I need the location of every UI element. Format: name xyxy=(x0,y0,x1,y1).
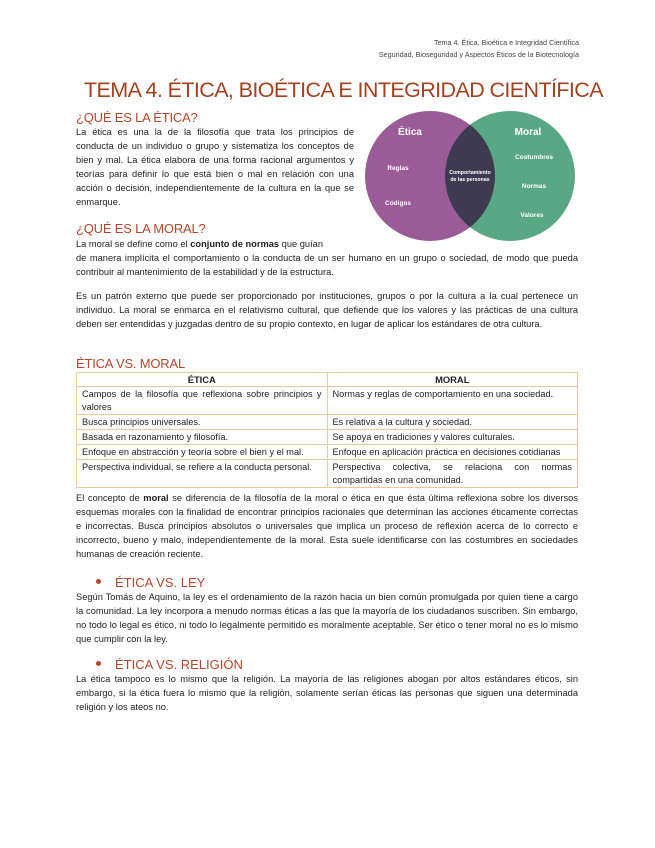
running-header-topic: Tema 4. Ética, Bioética e Integridad Científica xyxy=(433,38,579,47)
table-cell: Enfoque en aplicación práctica en decisiones cotidianas xyxy=(327,445,578,460)
table-cell: Normas y reglas de comportamiento en una sociedad. xyxy=(327,387,578,415)
venn-moral-item-costumbres: Costumbres xyxy=(515,154,553,161)
venn-etica-item-codigos: Códigos xyxy=(385,200,411,207)
paragraph-etica: La ética es una la de la filosofía que trata los principios de conducta de un individuo o grupo y sistematiza los conceptos de bien y mal. La ética elabora de una forma racional argumentos y teorías para definir lo que está bien o mal en relación con una acción o decisión, independientemente de la cultura en la que se enmarque. xyxy=(76,127,354,207)
table-cell: Campos de la filosofía que reflexiona sobre principios y valores xyxy=(77,387,328,415)
bold-conjunto-de-normas: conjunto de normas xyxy=(190,239,280,249)
table-row xyxy=(77,415,578,430)
paragraph-moral-concept: El concepto de moral se diferencia de la filosofía de la moral o ética en que ésta última reflexiona sobre los diversos esquemas morales con la finalidad de encontrar principios racionales que determinan las acciones éticamente correctas e incorrectas. Busca principios absolutos o universales que implica un proceso de reflexión acerca de lo correcto e incorrecto, bueno y malo, independientemente de la moral. Esta suele identificarse con las costumbres en sociedades humanas de creación reciente. xyxy=(76,493,578,559)
table-cell: Busca principios universales. xyxy=(77,415,328,430)
venn-moral-item-valores: Valores xyxy=(520,212,544,219)
table-row xyxy=(77,445,578,460)
table-cell: Se apoya en tradiciones y valores culturales. xyxy=(327,430,578,445)
paragraph-moral-first-line: La moral se define como el conjunto de normas que guían xyxy=(76,239,324,249)
paragraph-moral-2: Es un patrón externo que puede ser proporcionado por instituciones, grupos o por la cultura a la cual pertenece un individuo. La moral se enmarca en el relativismo cultural, que defiende que los valores y las prácticas de una cultura deben ser entendidas y juzgadas dentro de su propio contexto, en lugar de aplicar los estándares de otra cultura. xyxy=(76,291,578,329)
heading-etica-vs-religion: ÉTICA VS. RELIGIÓN xyxy=(96,657,243,672)
venn-moral-item-normas: Normas xyxy=(521,183,547,190)
table-cell: Perspectiva individual, se refiere a la conducta personal. xyxy=(77,460,328,488)
table-cell: Perspectiva colectiva, se relaciona con normas compartidas en una comunidad. xyxy=(327,460,578,488)
table-cell: Enfoque en abstracción y teoría sobre el bien y el mal. xyxy=(77,445,328,460)
paragraph-religion: La ética tampoco es lo mismo que la religión. La mayoría de las religiones abogan por altos estándares éticos, sin embargo, si la ética fuera lo mismo que la religión, solamente serían éticas las personas que siguen una determinada religión y los ateos no. xyxy=(76,674,578,712)
heading-etica-vs-moral: ÉTICA VS. MORAL xyxy=(76,356,185,371)
heading-que-es-moral: ¿QUÉ ES LA MORAL? xyxy=(76,221,206,236)
page-title: TEMA 4. ÉTICA, BIOÉTICA E INTEGRIDAD CIENTÍFICA xyxy=(84,78,603,102)
venn-etica-item-reglas: Reglas xyxy=(387,165,409,172)
bullet-dot xyxy=(96,579,101,584)
table-header-row xyxy=(77,373,578,387)
table-row xyxy=(77,460,578,488)
bullet-dot xyxy=(96,661,101,666)
table-cell: Es relativa a la cultura y sociedad. xyxy=(327,415,578,430)
venn-center-line2: de las personas xyxy=(450,177,490,183)
running-header-course: Seguridad, Bioseguridad y Aspectos Éticos de la Biotecnología xyxy=(378,50,579,59)
table-header-etica: ÉTICA xyxy=(77,373,328,387)
heading-que-es-etica: ¿QUÉ ES LA ÉTICA? xyxy=(76,110,198,125)
bold-moral: moral xyxy=(143,493,169,503)
heading-etica-vs-ley: ÉTICA VS. LEY xyxy=(96,575,205,590)
etica-moral-comparison-table xyxy=(76,372,578,488)
paragraph-moral-continued: de manera implícita el comportamiento o la conducta de un ser humano en un grupo o sociedad, de modo que pueda contribuir al mantenimiento de la estabilidad y de la estructura. xyxy=(76,253,578,277)
venn-moral-title: Moral xyxy=(514,127,542,138)
table-cell: Basada en razonamiento y filosofía. xyxy=(77,430,328,445)
venn-center-line1: Comportamiento xyxy=(449,170,491,176)
paragraph-ley: Según Tomás de Aquino, la ley es el ordenamiento de la razón hacia un bien común promulgada por quien tiene a cargo la comunidad. La ley incorpora a menudo normas éticas a las que la mayoría de los ciudadanos suscriben. Sin embargo, no todo lo legal es ético, ni todo lo legalmente permitido es moralmente aceptable. Ser ético o tener moral no es lo mismo que cumplir con la ley. xyxy=(76,592,578,644)
venn-etica-title: Ética xyxy=(398,127,422,138)
etica-moral-venn-diagram xyxy=(362,110,578,242)
table-row xyxy=(77,387,578,415)
table-header-moral: MORAL xyxy=(327,373,578,387)
table-row xyxy=(77,430,578,445)
